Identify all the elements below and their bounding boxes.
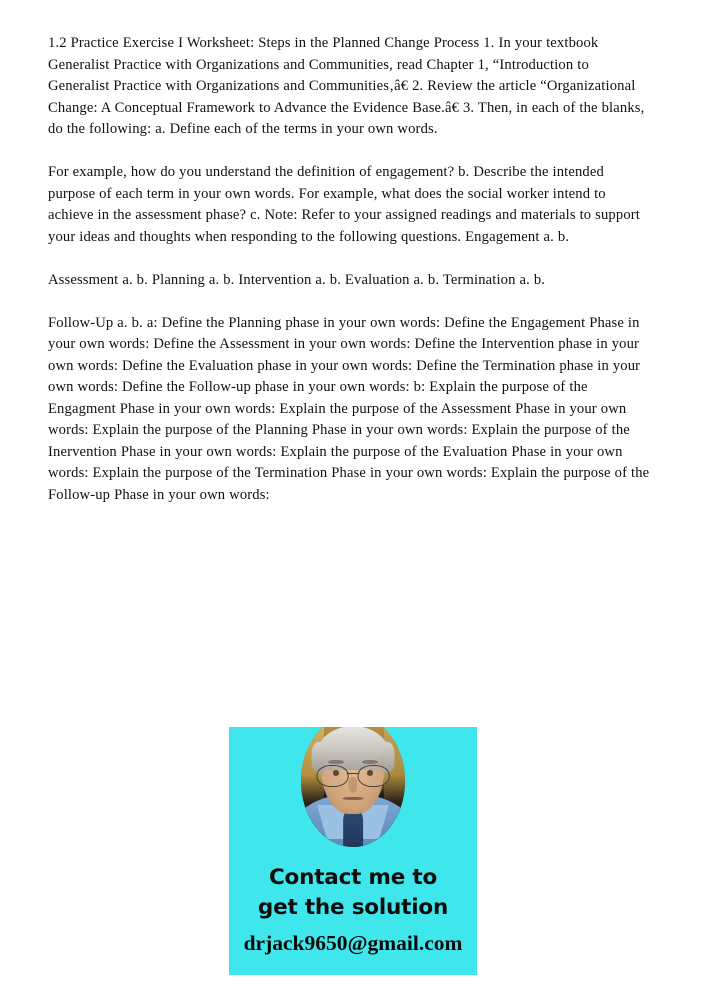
paragraph-instructions-intro: 1.2 Practice Exercise I Worksheet: Steps in the Planned Change Process 1. In your textbook Generalist Practice with Organizations and Communities, read Chapter 1, “Introduction to Generalist Practice with Organizations and Communities‚â€ 2. Review the article “Organizational Change: A Conceptual Framework to Advance the Evidence Base.â€ 3. Then, in each of the blanks, do the following: a. Define each of the terms in your own words. [48, 35, 649, 137]
eyeglass-lens-right [358, 765, 390, 787]
paragraph-instructions-examples: For example, how do you understand the definition of engagement? b. Describe the intended purpose of each term in your own words. For example, what does the social worker intend to achieve in the assessment phase? c. Note: Refer to your assigned readings and materials to support your ideas and thoughts when responding to the following questions. Engagement a. b. [48, 164, 644, 245]
portrait-photo [301, 727, 405, 847]
contact-email-address[interactable]: drjack9650@gmail.com [243, 931, 463, 955]
paragraph-phase-list: Assessment a. b. Planning a. b. Intervention a. b. Evaluation a. b. Termination a. b. [48, 271, 546, 288]
portrait-necktie [343, 810, 363, 847]
contact-headline-line-1: Contact me to [268, 865, 438, 890]
document-text-body [48, 33, 654, 506]
paragraph-followup-questions: Follow-Up a. b. a: Define the Planning phase in your own words: Define the Engagement Phase in your own words: Define the Assessment in your own words: Define the Intervention phase in your own words: Define the Evaluation phase in your own words: Define the Termination phase in your own words: Define the Follow-up phase in your own words: b: Explain the purpose of the Engagment Phase in your own words: Explain the purpose of the Assessment Phase in your own words: Explain the purpose of the Planning Phase in your own words: Explain the purpose of the Inervention Phase in your own words: Explain the purpose of the Evaluation Phase in your own words: Explain the purpose of the Termination Phase in your own words: Explain the purpose of the Follow-up Phase in your own words: [48, 314, 654, 503]
contact-headline-line-2: get the solution [257, 895, 449, 920]
contact-banner [229, 727, 477, 975]
contact-text-block [229, 863, 477, 956]
portrait-hair [316, 727, 391, 770]
eyeglass-lens-left [317, 765, 349, 787]
